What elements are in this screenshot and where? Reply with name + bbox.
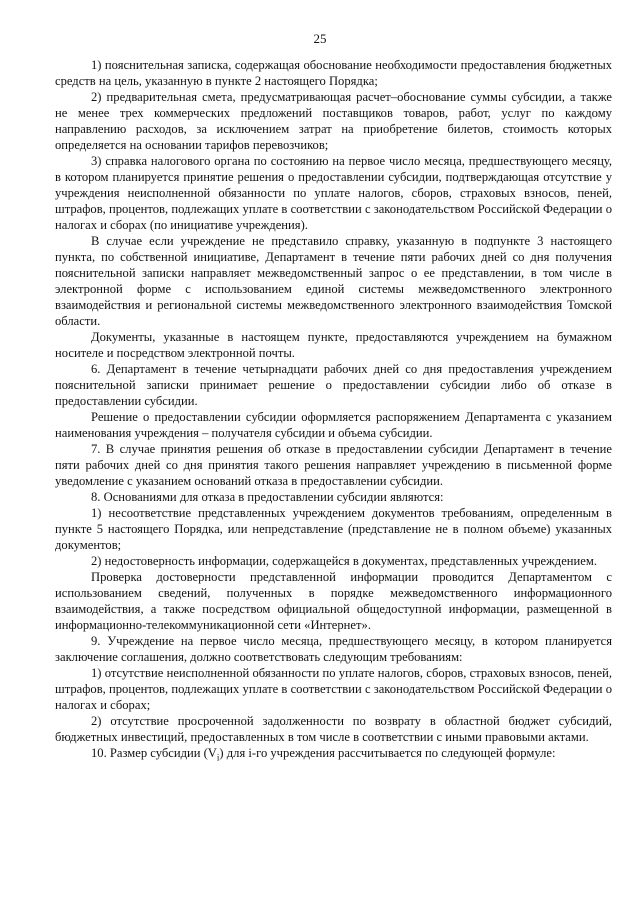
page-number: 25 — [313, 31, 327, 46]
formula-text-after: ) для i-го учреждения рассчитывается по следующей формуле: — [219, 746, 556, 760]
paragraph-requirement-2: 2) отсутствие просроченной задолженности по возврату в областной бюджет субсидий, бюджетных инвестиций, предоставленных в том числе в соответствии с иными правовыми актами. — [55, 714, 612, 744]
paragraph-item-2-cost-estimate: 2) предварительная смета, предусматривающая расчет–обоснование суммы субсидии, а также не менее трех коммерческих предложений поставщиков товаров, работ, услуг по каждому направлению расходов, за исключением затрат на приобретение билетов, стоимость которых определяется на основании тарифов перевозчиков; — [55, 90, 612, 152]
paragraph-document-submission: Документы, указанные в настоящем пункте, предоставляются учреждением на бумажном носителе и посредством электронной почты. — [55, 330, 612, 360]
paragraph-section-9: 9. Учреждение на первое число месяца, предшествующего месяцу, в котором планируется заключение соглашения, должно соответствовать следующим требованиям: — [55, 634, 612, 664]
paragraph-interagency-request: В случае если учреждение не представило справку, указанную в подпункте 3 настоящего пункта, по собственной инициативе, Департамент в течение пяти рабочих дней со дня получения пояснительной записки направляет межведомственный запрос о ее представлении, в том числе в электронной форме с использованием единой системы межведомственного электронного взаимодействия и региональной системы межведомственного электронного взаимодействия Томской области. — [55, 234, 612, 328]
formula-subscript: i — [216, 752, 220, 763]
formula-text-before: 10. Размер субсидии (V — [91, 746, 217, 760]
paragraph-verification: Проверка достоверности представленной информации проводится Департаментом с использованием сведений, полученных в порядке межведомственного информационного взаимодействия, а также посредством официальной общедоступной информации, размещенной в информационно-телекоммуникационной сети «Интернет». — [55, 570, 612, 632]
paragraph-item-3-tax-certificate: 3) справка налогового органа по состоянию на первое число месяца, предшествующего месяцу, в котором планируется принятие решения о предоставлении субсидии, подтверждающая отсутствие у учреждения неисполненной обязанности по уплате налогов, сборов, страховых взносов, пеней, штрафов, процентов, подлежащих уплате в соответствии с законодательством Российской Федерации о налогах и сборах (по инициативе учреждения). — [55, 154, 612, 232]
paragraph-decision-order: Решение о предоставлении субсидии оформляется распоряжением Департамента с указанием наименования учреждения – получателя субсидии и объема субсидии. — [55, 410, 612, 440]
body-text — [55, 57, 612, 761]
paragraph-section-8: 8. Основаниями для отказа в предоставлении субсидии являются: — [91, 490, 444, 504]
paragraph-section-7: 7. В случае принятия решения об отказе в предоставлении субсидии Департамент в течение пяти рабочих дней со дня принятия такого решения направляет учреждению в письменной форме уведомление с указанием оснований отказа в предоставлении субсидии. — [55, 442, 612, 488]
paragraph-requirement-1: 1) отсутствие неисполненной обязанности по уплате налогов, сборов, страховых взносов, пеней, штрафов, процентов, подлежащих уплате в соответствии с законодательством Российской Федерации о налогах и сборах; — [55, 666, 612, 712]
paragraph-refusal-ground-2: 2) недостоверность информации, содержащейся в документах, представленных учреждением. — [91, 554, 597, 568]
paragraph-section-10-formula — [55, 745, 612, 761]
paragraph-section-6: 6. Департамент в течение четырнадцати рабочих дней со дня предоставления учреждением пояснительной записки принимает решение о предоставлении субсидии либо об отказе в предоставлении субсидии. — [55, 362, 612, 408]
paragraph-refusal-ground-1: 1) несоответствие представленных учреждением документов требованиям, определенным в пункте 5 настоящего Порядка, или непредставление (представление не в полном объеме) указанных документов; — [55, 506, 612, 552]
paragraph-item-1-explanatory-note: 1) пояснительная записка, содержащая обоснование необходимости предоставления бюджетных средств на цель, указанную в пункте 2 настоящего Порядка; — [55, 58, 612, 88]
